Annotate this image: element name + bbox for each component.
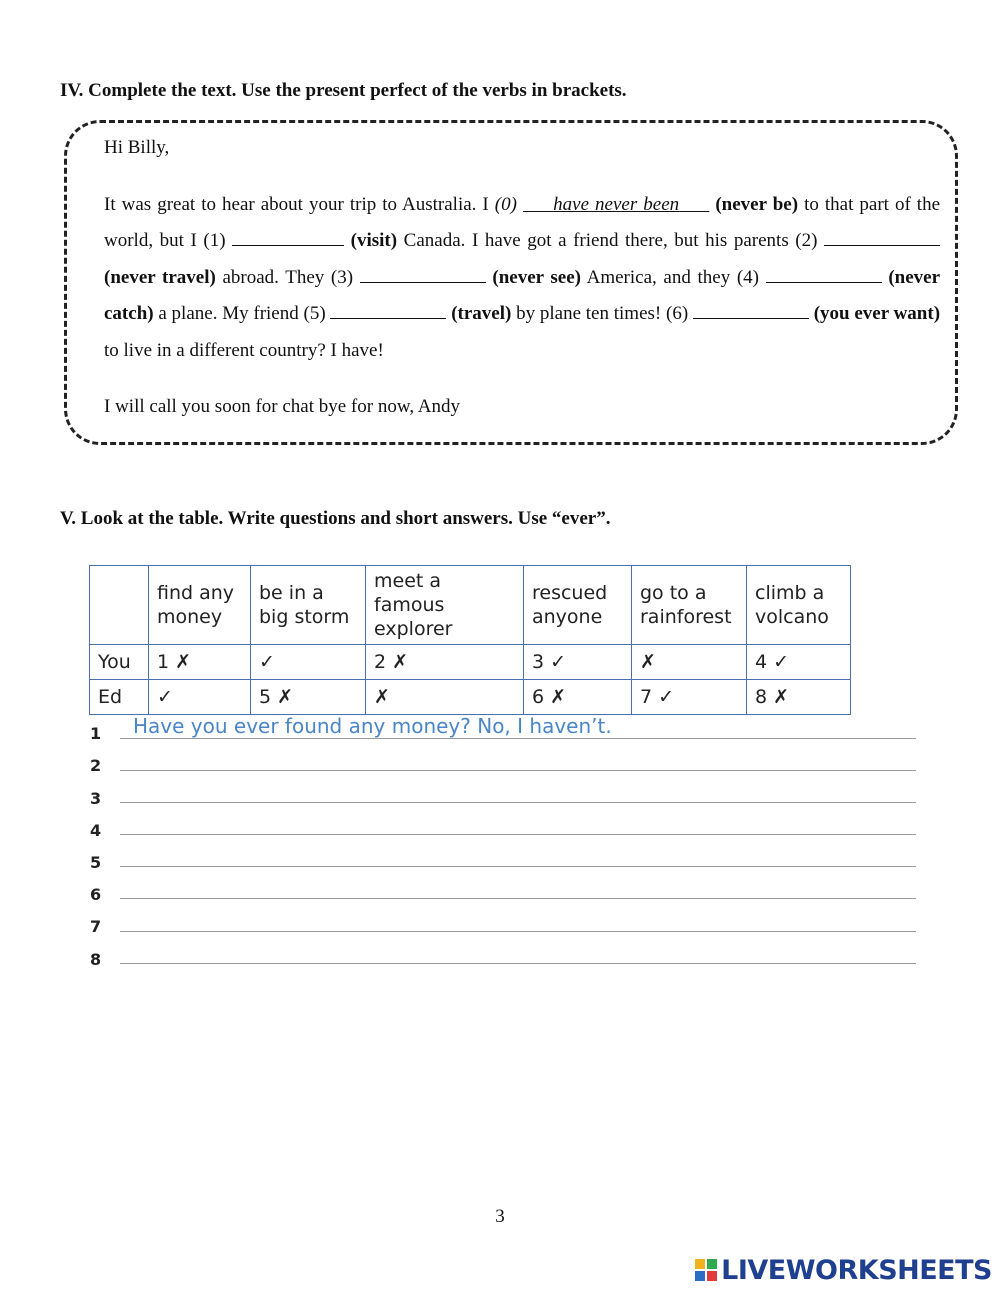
blank-3[interactable]: [360, 264, 486, 283]
closing: I will call you soon for chat bye for now, Andy: [104, 396, 460, 417]
table-cell: 2 ✗: [366, 645, 524, 680]
blank-4[interactable]: [766, 264, 882, 283]
greeting: Hi Billy,: [104, 137, 170, 158]
table-cell: be in a big storm: [251, 566, 366, 645]
table-cell: go to a rainforest: [632, 566, 747, 645]
table-header-row: [90, 566, 851, 645]
answer-line-1[interactable]: [120, 738, 916, 739]
letter-text: [104, 130, 940, 426]
answer-line-7[interactable]: [120, 931, 916, 932]
table-cell: Ed: [90, 680, 149, 715]
blank-6[interactable]: [693, 300, 809, 319]
letter-paragraph: It was great to hear about your trip to Australia. I (0) have never been (never be) to that part of the world, but I (1) (visit) Canada. I have got a friend there, but his parents (2) (never travel) abroad. They (3) (never see) America, and they (4) (never catch) a plane. My friend (5) (travel) by plane ten times! (6) (you ever want) to live in a different country? I have!: [104, 193, 941, 361]
answer-line-4[interactable]: [120, 834, 916, 835]
table-cell: 1 ✗: [149, 645, 251, 680]
answer-line-5[interactable]: [120, 866, 916, 867]
section-5-heading: V. Look at the table. Write questions and short answers. Use “ever”.: [60, 508, 611, 529]
page-number: 3: [495, 1206, 505, 1227]
section-4-heading: IV. Complete the text. Use the present perfect of the verbs in brackets.: [60, 80, 627, 101]
table-cell: ✗: [632, 645, 747, 680]
table-cell: 6 ✗: [524, 680, 632, 715]
table-cell: 3 ✓: [524, 645, 632, 680]
line-number: 3: [90, 789, 102, 808]
experience-table: [89, 565, 851, 715]
line-number: 5: [90, 853, 102, 872]
example-answer: have never been: [553, 193, 680, 215]
table-cell: find any money: [149, 566, 251, 645]
blank-2[interactable]: [824, 227, 940, 246]
table-cell: rescued anyone: [524, 566, 632, 645]
line-number: 6: [90, 885, 102, 904]
table-cell: [90, 566, 149, 645]
answer-line-6[interactable]: [120, 898, 916, 899]
answer-line-2[interactable]: [120, 770, 916, 771]
table-cell: 4 ✓: [747, 645, 851, 680]
table-cell: ✓: [149, 680, 251, 715]
table-cell: You: [90, 645, 149, 680]
table-cell: meet a famous explorer: [366, 566, 524, 645]
answer-line-8[interactable]: [120, 963, 916, 964]
brand-logo: LIVEWORKSHEETS: [695, 1255, 992, 1286]
table-cell: ✗: [366, 680, 524, 715]
blank-1[interactable]: [232, 227, 344, 246]
line-number: 2: [90, 756, 102, 775]
blank-5[interactable]: [330, 300, 446, 319]
line-number: 4: [90, 821, 102, 840]
table-cell: 8 ✗: [747, 680, 851, 715]
table-cell: 7 ✓: [632, 680, 747, 715]
sample-answer: Have you ever found any money? No, I haven’t.: [133, 714, 612, 738]
answer-line-3[interactable]: [120, 802, 916, 803]
table-row: [90, 645, 851, 680]
line-number: 8: [90, 950, 102, 969]
table-cell: climb a volcano: [747, 566, 851, 645]
liveworksheets-icon: [695, 1259, 717, 1281]
line-number: 1: [90, 724, 102, 743]
line-number: 7: [90, 917, 102, 936]
table-cell: 5 ✗: [251, 680, 366, 715]
table-cell: ✓: [251, 645, 366, 680]
table-row: [90, 680, 851, 715]
